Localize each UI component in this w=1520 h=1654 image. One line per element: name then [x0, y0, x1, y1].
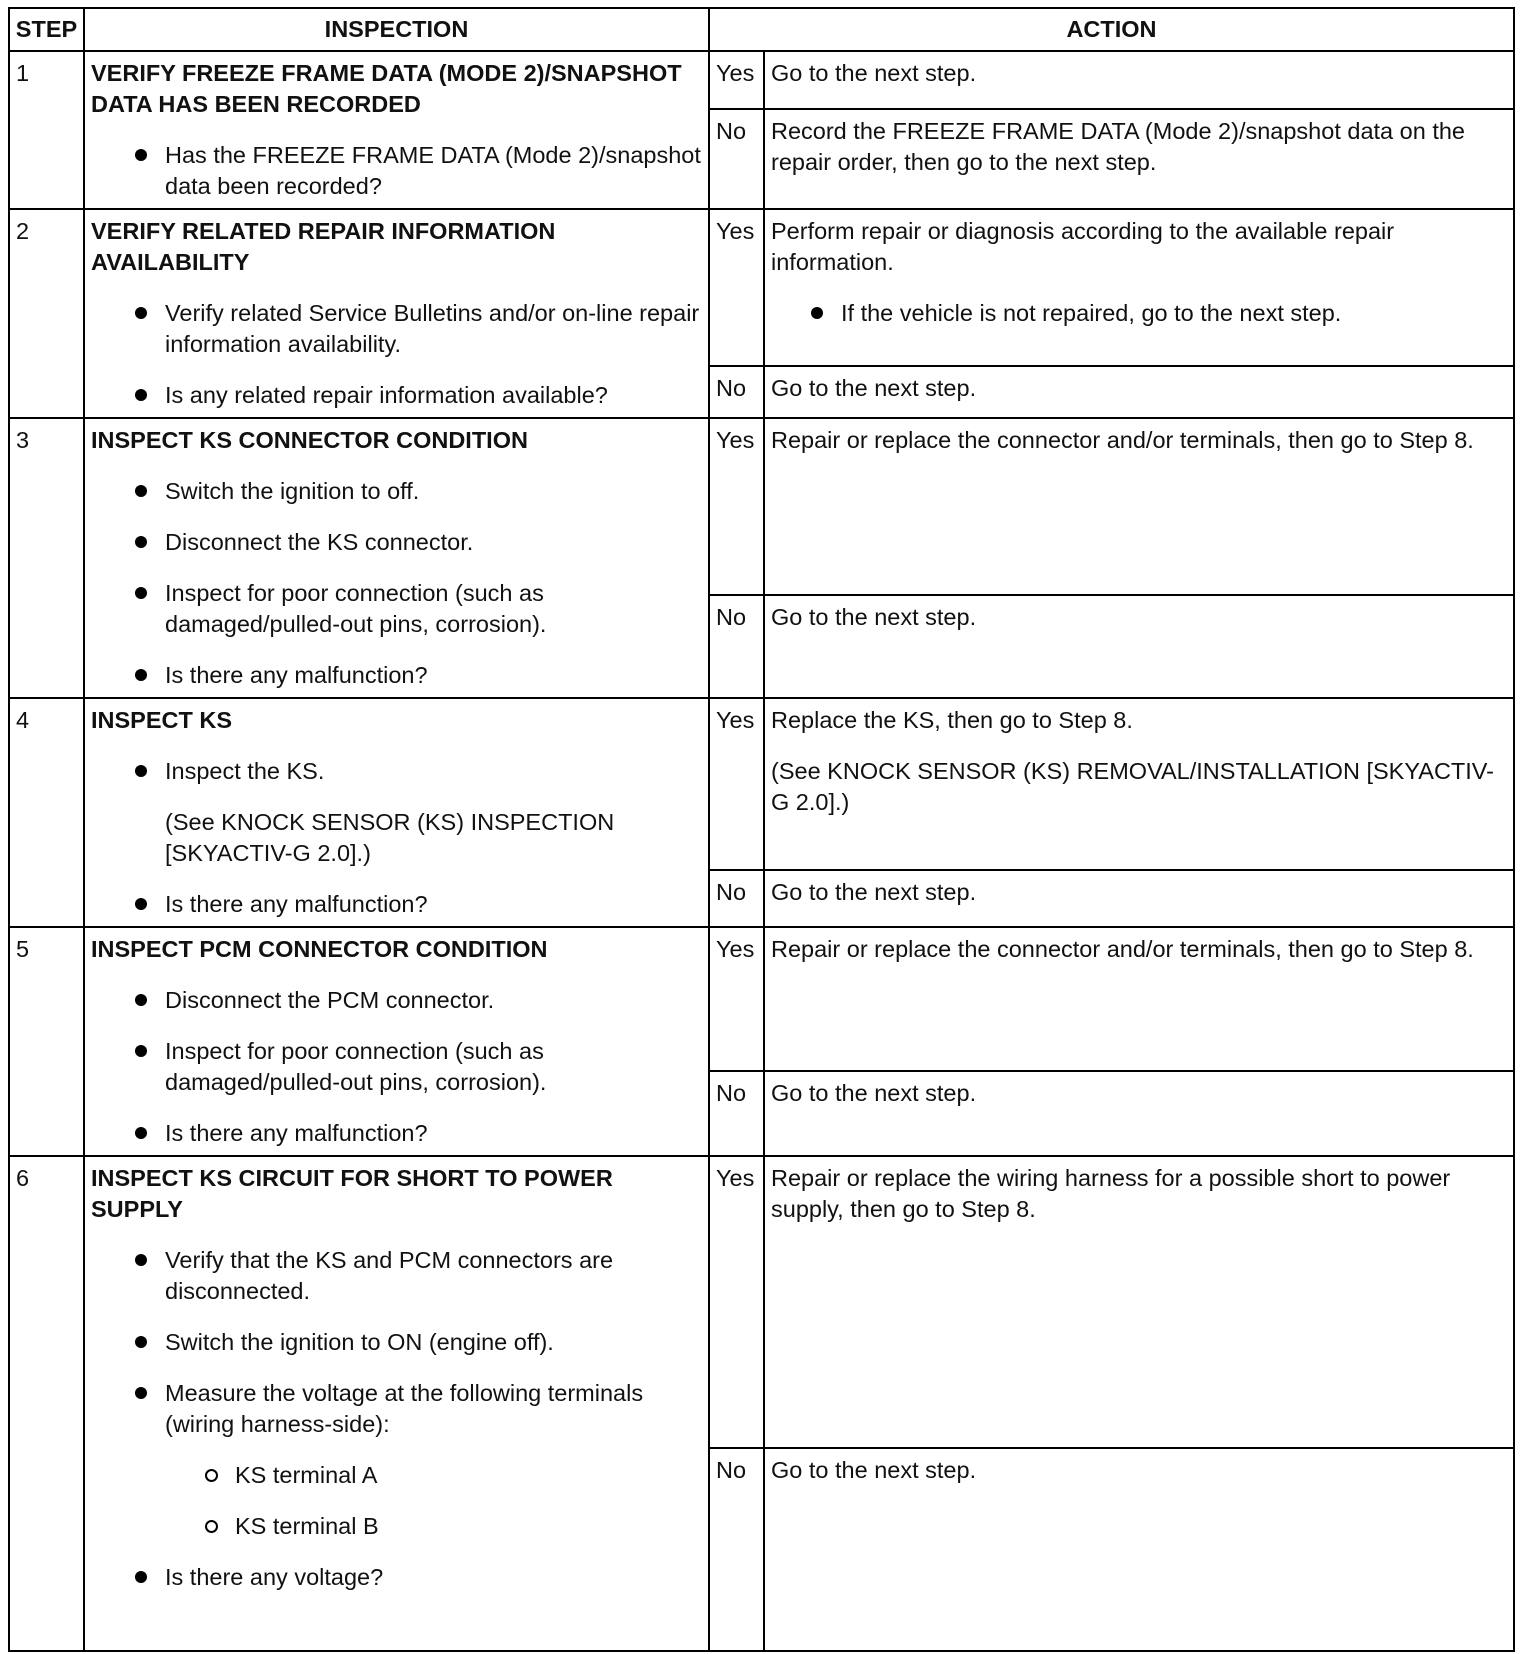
table-row — [9, 698, 1514, 870]
table-row — [9, 927, 1514, 1071]
yes-action — [764, 927, 1514, 1071]
action-text: Record the FREEZE FRAME DATA (Mode 2)/snapshot data on the repair order, then go to the next step. — [771, 118, 1465, 176]
table-header-row — [9, 8, 1514, 51]
inspection-list — [91, 140, 702, 202]
step-title: INSPECT KS CONNECTOR CONDITION — [91, 427, 528, 453]
step-number: 3 — [9, 418, 84, 698]
yes-label: Yes — [709, 51, 764, 109]
inspection-list — [91, 1245, 702, 1593]
inspection-list — [91, 476, 702, 691]
action-text: Repair or replace the wiring harness for a possible short to power supply, then go to Step 8. — [771, 1165, 1451, 1222]
no-label: No — [709, 109, 764, 209]
no-action — [764, 366, 1514, 418]
list-item: Inspect for poor connection (such as damaged/pulled-out pins, corrosion). — [135, 578, 702, 640]
inspection-cell — [84, 698, 709, 927]
list-item: Verify that the KS and PCM connectors are disconnected. — [135, 1245, 702, 1307]
action-text: Replace the KS, then go to Step 8. — [771, 707, 1133, 733]
list-item: Is there any malfunction? — [135, 889, 702, 920]
sub-list-item: KS terminal B — [205, 1511, 702, 1542]
diagnostic-procedure-table — [8, 7, 1515, 1652]
inspection-cell — [84, 418, 709, 698]
step-title: INSPECT PCM CONNECTOR CONDITION — [91, 936, 548, 962]
action-text: Go to the next step. — [771, 879, 977, 905]
no-label: No — [709, 870, 764, 927]
action-column-header: ACTION — [709, 8, 1514, 51]
inspection-cell — [84, 1156, 709, 1651]
yes-label: Yes — [709, 927, 764, 1071]
step-number: 5 — [9, 927, 84, 1156]
list-item: Verify related Service Bulletins and/or on-line repair information availability. — [135, 298, 702, 360]
action-text: Repair or replace the connector and/or terminals, then go to Step 8. — [771, 936, 1474, 962]
list-item: Disconnect the PCM connector. — [135, 985, 702, 1016]
list-item: Disconnect the KS connector. — [135, 527, 702, 558]
action-text: Go to the next step. — [771, 375, 977, 401]
sub-list-item: KS terminal A — [205, 1460, 702, 1491]
step-column-header: STEP — [9, 8, 84, 51]
table-row — [9, 51, 1514, 109]
list-item: Switch the ignition to ON (engine off). — [135, 1327, 702, 1358]
list-item: Is there any malfunction? — [135, 1118, 702, 1149]
action-text: Go to the next step. — [771, 1457, 977, 1483]
table-row — [9, 418, 1514, 595]
table-row — [9, 209, 1514, 366]
step-title: INSPECT KS — [91, 707, 233, 733]
inspection-cell — [84, 927, 709, 1156]
no-action — [764, 595, 1514, 698]
yes-label: Yes — [709, 698, 764, 870]
action-text: Go to the next step. — [771, 1079, 977, 1106]
action-text: Perform repair or diagnosis according to the available repair information. — [771, 218, 1395, 275]
inspection-list — [91, 756, 702, 920]
action-text: Go to the next step. — [771, 603, 977, 630]
action-list — [771, 298, 1507, 329]
list-item: Is there any malfunction? — [135, 660, 702, 691]
yes-action — [764, 698, 1514, 870]
inspection-cell — [84, 209, 709, 418]
yes-action — [764, 209, 1514, 366]
yes-label: Yes — [709, 418, 764, 595]
no-action — [764, 1071, 1514, 1156]
list-item-text: Inspect the KS. — [165, 758, 325, 784]
step-title: INSPECT KS CIRCUIT FOR SHORT TO POWER SUPPLY — [91, 1165, 613, 1222]
list-item-text: Measure the voltage at the following terminals (wiring harness-side): — [165, 1380, 644, 1437]
yes-label: Yes — [709, 209, 764, 366]
list-item: If the vehicle is not repaired, go to the next step. — [811, 298, 1507, 329]
step-number: 2 — [9, 209, 84, 418]
list-item — [135, 756, 702, 869]
step-number: 6 — [9, 1156, 84, 1651]
list-item: Is there any voltage? — [135, 1562, 702, 1593]
table-row — [9, 1156, 1514, 1448]
step-title: VERIFY FREEZE FRAME DATA (MODE 2)/SNAPSHOT DATA HAS BEEN RECORDED — [91, 60, 682, 117]
no-label: No — [709, 595, 764, 698]
no-action — [764, 1448, 1514, 1651]
action-text: Go to the next step. — [771, 60, 977, 86]
yes-label: Yes — [709, 1156, 764, 1448]
list-item: Is any related repair information available? — [135, 380, 702, 411]
inspection-cell — [84, 51, 709, 209]
no-action — [764, 870, 1514, 927]
list-item — [135, 1378, 702, 1542]
inspection-column-header: INSPECTION — [84, 8, 709, 51]
step-number: 4 — [9, 698, 84, 927]
inspection-list — [91, 985, 702, 1149]
inspection-list — [91, 298, 702, 411]
reference-note: (See KNOCK SENSOR (KS) INSPECTION [SKYACTIV-G 2.0].) — [165, 809, 615, 866]
step-title: VERIFY RELATED REPAIR INFORMATION AVAILABILITY — [91, 218, 556, 275]
yes-action — [764, 1156, 1514, 1448]
terminal-list — [165, 1460, 702, 1542]
reference-note: (See KNOCK SENSOR (KS) REMOVAL/INSTALLATION [SKYACTIV-G 2.0].) — [771, 758, 1495, 815]
list-item: Has the FREEZE FRAME DATA (Mode 2)/snapshot data been recorded? — [135, 140, 702, 202]
yes-action — [764, 418, 1514, 595]
yes-action — [764, 51, 1514, 109]
no-action — [764, 109, 1514, 209]
list-item: Inspect for poor connection (such as damaged/pulled-out pins, corrosion). — [135, 1036, 702, 1098]
no-label: No — [709, 1448, 764, 1651]
no-label: No — [709, 1071, 764, 1156]
list-item: Switch the ignition to off. — [135, 476, 702, 507]
no-label: No — [709, 366, 764, 418]
step-number: 1 — [9, 51, 84, 209]
action-text: Repair or replace the connector and/or terminals, then go to Step 8. — [771, 427, 1474, 453]
